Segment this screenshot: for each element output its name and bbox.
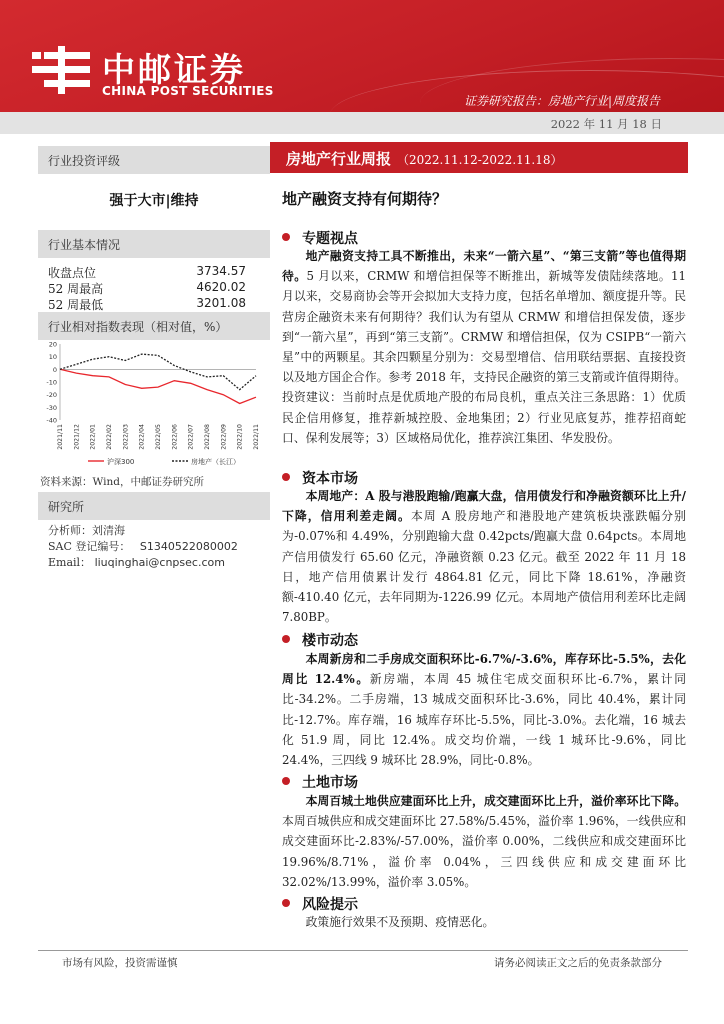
industry-rating: 强于大市|维持 [109, 193, 199, 209]
report-title-text: 房地产行业周报 [286, 150, 392, 168]
x-tick-label: 2021/12 [73, 424, 81, 450]
report-type: 证券研究报告：房地产行业|周度报告 [463, 94, 660, 108]
section-body: 政策施行效果不及预期、疫情恶化。 [305, 915, 495, 929]
section-body: 地产融资支持工具不断推出，未来“一箭六星”、“第三支箭”等也值得期待。5 月以来，CRMW 和增信担保等不断推出，新城等发债陆续落地。11 月以来，交易商协会等开会拟加大支持力度，包括名单增加、额度提升等。民营房企融资未来有何期待？我们认为有望从 CRMW 和增信担保发债，逐步到“一箭六星”，再到“第三支箭”。CRMW 和增信担保，仅为 CSIPB“一箭六星”中的两颗星。其余四颗星分别为：交易型增信、信用联结票据、直接投资以及地方国企合作。参考 2018 年，支持民企融资的第三支箭或许值得期待。投资建议：当前时点是优质地产股的布局良机，重点关注三条思路：1）优质民企信用修复，推荐新城控股、金地集团；2）行业见底复苏，推荐招商蛇口、保利发展等；3）区域格局优化，推荐滨江集团、华发股份。 [282, 249, 686, 445]
bullet-icon [282, 899, 290, 907]
analyst-name: 分析师：刘清海 [48, 524, 125, 537]
stat-52w-low [48, 296, 246, 313]
brand-name-english: CHINA POST SECURITIES [102, 84, 274, 98]
y-tick-label: -10 [46, 378, 57, 387]
section-body: 本周地产：A 股与港股跑输/跑赢大盘，信用债发行和净融资额环比上升/下降，信用利差走阔。本周 A 股房地产和港股地产建筑板块涨跌幅分别为-0.07%和 4.49%，分别跑输大盘 0.42pcts/跑赢大盘 0.64pcts。本周地产信用债发行 65.60 亿元，净融资额 0.23 亿元。截至 2022 年 11 月 18 日，地产信用债累计发行 4864.81 亿元，同比下降 18.61%，净融资额-410.40 亿元，去年同期为-1226.99 亿元。本周地产债信用利差环比走阔 7.80BP。 [282, 489, 686, 625]
stat-label: 52 周最高 [48, 282, 104, 296]
legend-label: 沪深300 [107, 458, 135, 466]
email [48, 554, 225, 570]
stat-value: 4620.02 [196, 280, 246, 294]
email-label: Email： [48, 556, 92, 569]
x-tick-label: 2022/07 [187, 424, 195, 450]
report-header [0, 0, 724, 112]
report-title [286, 148, 563, 169]
bullet-icon [282, 233, 290, 241]
section-heading: 风险提示 [282, 894, 358, 914]
sac-label: SAC 登记编号： [48, 540, 131, 553]
report-subtitle: 地产融资支持有何期待？ [282, 190, 448, 208]
bullet-icon [282, 635, 290, 643]
stat-close [48, 264, 246, 281]
stat-52w-high [48, 280, 246, 297]
x-tick-label: 2022/08 [204, 424, 211, 450]
x-tick-label: 2021/11 [57, 424, 64, 450]
section-heading: 土地市场 [282, 772, 358, 792]
x-tick-label: 2022/09 [220, 424, 228, 450]
stat-label: 收盘点位 [48, 266, 97, 280]
x-tick-label: 2022/10 [236, 424, 244, 450]
x-tick-label: 2022/06 [171, 424, 179, 450]
report-date: 2022 年 11 月 18 日 [550, 117, 662, 131]
bullet-icon [282, 777, 290, 785]
brand-name: 中邮证券 [102, 50, 246, 89]
y-tick-label: -40 [46, 416, 57, 425]
relative-performance-chart [38, 338, 270, 472]
stat-value: 3201.08 [196, 296, 246, 310]
series-line [60, 354, 256, 390]
section-heading: 资本市场 [282, 468, 358, 488]
section-heading: 专题视点 [282, 228, 358, 248]
x-tick-label: 2022/01 [89, 424, 97, 450]
bullet-icon [282, 473, 290, 481]
x-tick-label: 2022/11 [253, 424, 260, 450]
research-heading: 研究所 [38, 492, 270, 520]
x-tick-label: 2022/04 [138, 424, 146, 450]
report-date-range: （2022.11.12-2022.11.18） [397, 153, 563, 167]
stat-label: 52 周最低 [48, 298, 104, 312]
chart-source: 资料来源：Wind，中邮证券研究所 [40, 476, 204, 488]
china-post-logo-icon [30, 46, 96, 94]
y-tick-label: 10 [48, 353, 57, 362]
y-tick-label: -20 [46, 391, 57, 400]
rating-heading: 行业投资评级 [38, 146, 270, 174]
footer-disclaimer-note: 请务必阅读正文之后的免责条款部分 [494, 957, 662, 969]
footer-divider [38, 950, 688, 951]
stat-value: 3734.57 [196, 264, 246, 278]
email-link[interactable]: liuqinghai@cnpsec.com [94, 556, 225, 569]
x-tick-label: 2022/03 [122, 424, 130, 450]
sac-value: S1340522080002 [139, 540, 238, 553]
legend-label: 房地产（长江） [191, 458, 240, 466]
y-tick-label: 20 [48, 340, 57, 349]
y-tick-label: -30 [46, 403, 57, 412]
x-tick-label: 2022/05 [155, 424, 162, 450]
series-line [60, 369, 256, 403]
section-body: 本周百城土地供应建面环比上升，成交建面环比上升，溢价率环比下降。本周百城供应和成交建面环比 27.58%/5.45%，溢价率 1.96%，一线供应和成交建面环比-2.83%/-57.00%，溢价率 0.00%，二线供应和成交建面环比 19.96%/8.71%，溢价率 0.04%，三四线供应和成交建面环比 32.02%/13.99%，溢价率 3.05%。 [282, 794, 686, 889]
performance-heading: 行业相对指数表现（相对值，%） [38, 312, 270, 340]
footer-risk-note: 市场有风险，投资需谨慎 [62, 957, 178, 969]
section-body: 本周新房和二手房成交面积环比-6.7%/-3.6%，库存环比-5.5%，去化周比 12.4%。新房端，本周 45 城住宅成交面积环比-6.7%，累计同比-34.2%。二手房端，13 城成交面积环比-3.6%，同比 40.4%，累计同比-12.7%。库存端，16 城库存环比-5.5%，同比-3.0%。去化端，16 城去化 51.9 周，同比 12.4%。成交均价端，一线 1 城环比-9.6%，同比 24.4%，三四线 9 城环比 28.9%，同比-0.8%。 [282, 652, 686, 768]
basic-info-heading: 行业基本情况 [38, 230, 270, 258]
date-bar [0, 112, 724, 134]
section-heading: 楼市动态 [282, 630, 358, 650]
y-tick-label: 0 [52, 365, 57, 374]
x-tick-label: 2022/02 [106, 424, 113, 450]
sac-number [48, 538, 238, 554]
